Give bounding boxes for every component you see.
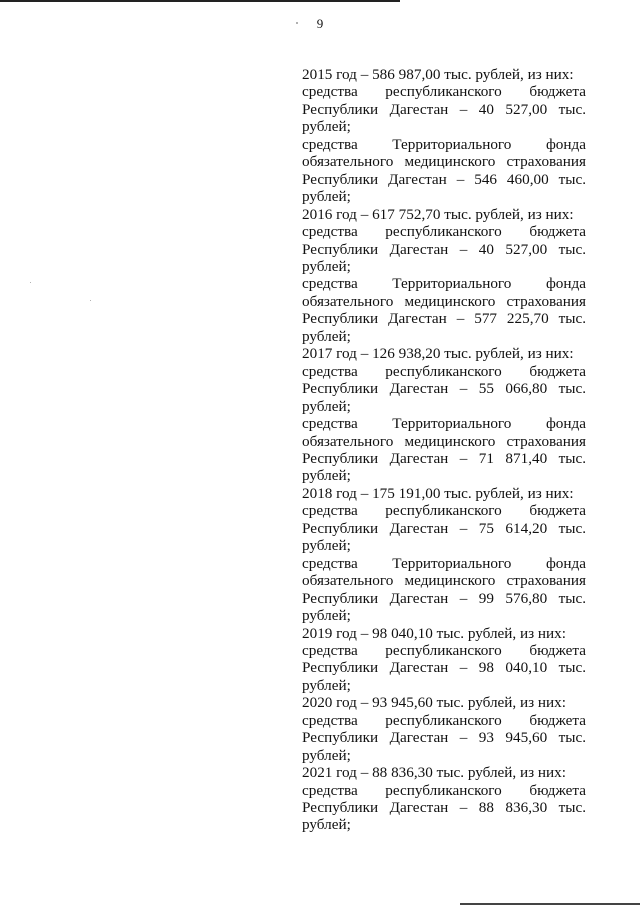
text-line: 2020 год – 93 945,60 тыс. рублей, из них: [302, 694, 566, 712]
text-line: Республики Дагестан – 93 945,60 тыс. [302, 729, 586, 747]
text-line: 2015 год – 586 987,00 тыс. рублей, из них: [302, 66, 574, 83]
text-line: Республики Дагестан – 546 460,00 тыс. [302, 170, 586, 188]
text-line: 2017 год – 126 938,20 тыс. рублей, из них: [302, 345, 574, 363]
text-line: рублей; [302, 257, 351, 275]
text-line: рублей; [302, 327, 351, 345]
text-line: 2021 год – 88 836,30 тыс. рублей, из них: [302, 764, 566, 782]
text-line: обязательного медицинского страхования [302, 432, 586, 450]
text-line: средства республиканского бюджета [302, 781, 586, 799]
text-line: средства Территориального фонда [302, 135, 586, 153]
text-line: Республики Дагестан – 71 871,40 тыс. [302, 449, 586, 467]
text-line: Республики Дагестан – 75 614,20 тыс. [302, 519, 586, 537]
text-line: Республики Дагестан – 40 527,00 тыс. [302, 240, 586, 258]
text-line: средства Территориального фонда [302, 554, 586, 572]
text-line: 2016 год – 617 752,70 тыс. рублей, из них: [302, 205, 574, 223]
text-line: средства республиканского бюджета [302, 641, 586, 659]
text-line: средства республиканского бюджета [302, 223, 586, 241]
text-line: средства республиканского бюджета [302, 83, 586, 101]
scan-edge-top [0, 0, 400, 2]
scan-speck [296, 22, 298, 24]
text-line: рублей; [302, 118, 351, 136]
text-line: рублей; [302, 537, 351, 555]
text-line: Республики Дагестан – 88 836,30 тыс. [302, 799, 586, 817]
text-line: рублей; [302, 816, 351, 834]
document-body [302, 66, 586, 834]
text-line: средства республиканского бюджета [302, 362, 586, 380]
text-line: средства республиканского бюджета [302, 502, 586, 520]
text-line: обязательного медицинского страхования [302, 292, 586, 310]
scan-speck [30, 282, 31, 283]
text-line: средства Территориального фонда [302, 415, 586, 433]
text-line: Республики Дагестан – 99 576,80 тыс. [302, 589, 586, 607]
text-line: рублей; [302, 188, 351, 206]
text-line: 2018 год – 175 191,00 тыс. рублей, из них: [302, 484, 574, 502]
text-line: средства республиканского бюджета [302, 711, 586, 729]
text-line: обязательного медицинского страхования [302, 153, 586, 171]
text-line: средства Территориального фонда [302, 275, 586, 293]
text-line: Республики Дагестан – 40 527,00 тыс. [302, 100, 586, 118]
scan-speck [90, 300, 91, 301]
page-number: 9 [316, 16, 324, 31]
text-line: обязательного медицинского страхования [302, 572, 586, 590]
text-line: Республики Дагестан – 577 225,70 тыс. [302, 310, 586, 328]
text-line: рублей; [302, 676, 351, 694]
text-line: 2019 год – 98 040,10 тыс. рублей, из них: [302, 624, 566, 642]
text-line: Республики Дагестан – 98 040,10 тыс. [302, 659, 586, 677]
text-line: рублей; [302, 397, 351, 415]
text-line: рублей; [302, 746, 351, 764]
text-line: рублей; [302, 607, 351, 625]
text-line: рублей; [302, 467, 351, 485]
text-line: Республики Дагестан – 55 066,80 тыс. [302, 380, 586, 398]
